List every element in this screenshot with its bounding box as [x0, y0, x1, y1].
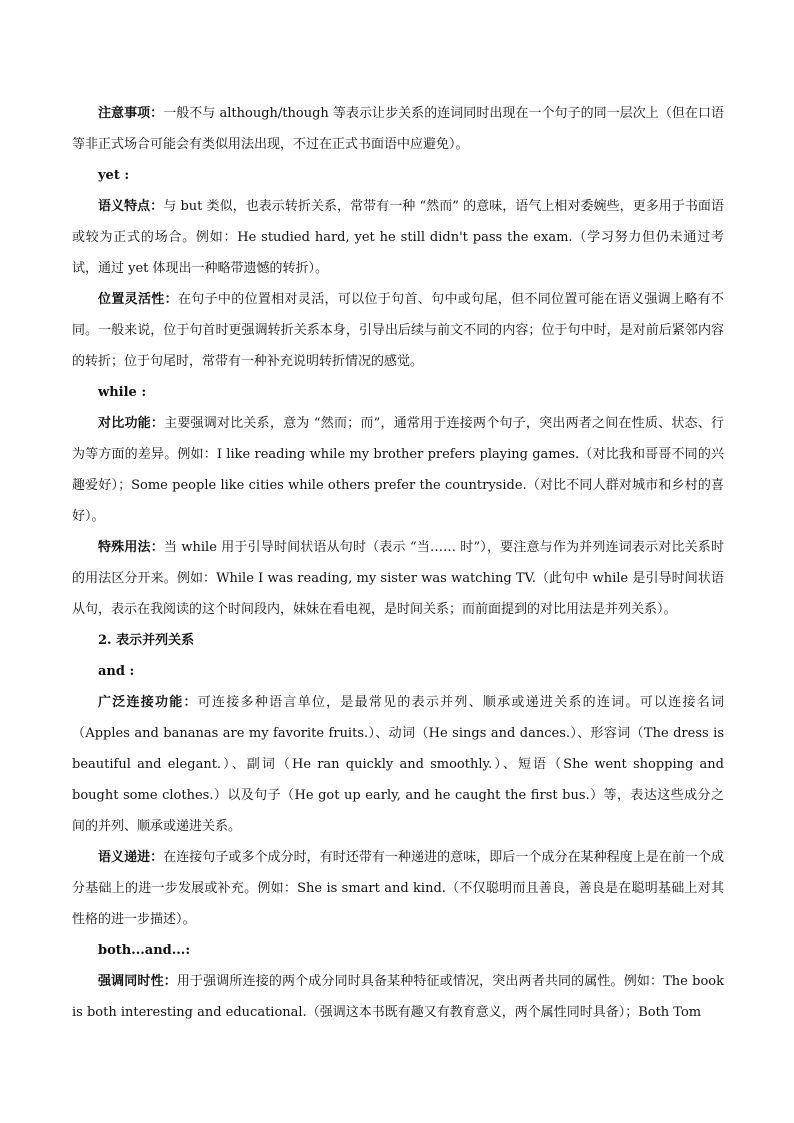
paragraph-and-progression — [72, 842, 724, 935]
paragraph-text: 在句子中的位置相对灵活，可以位于句首、句中或句尾，但不同位置可能在语义强调上略有不同。一般来说，位于句首时更强调转折关系本身，引导出后续与前文不同的内容；位于句中时，是对前后紧邻内容的转折；位于句尾时，常带有一种补充说明转折情况的感觉。 — [72, 292, 724, 369]
paragraph-both-and — [72, 966, 724, 1028]
section-heading-while: while : — [98, 385, 147, 400]
paragraph-while-contrast — [72, 408, 724, 532]
paragraph-text: 与 but 类似，也表示转折关系，常带有一种 “然而” 的意味，语气上相对委婉些，更多用于书面语或较为正式的场合。例如：He studied hard, yet he still didn't pass the exam.（学习努力但仍未通过考试，通过 yet 体现出一种略带遗憾的转折）。 — [72, 199, 724, 276]
document-page — [72, 98, 724, 1028]
section-heading-coordination: 2. 表示并列关系 — [98, 633, 195, 648]
paragraph-and-connect — [72, 687, 724, 842]
paragraph-yet-semantics — [72, 191, 724, 284]
paragraph-label: 强调同时性： — [98, 974, 177, 989]
paragraph-text: 当 while 用于引导时间状语从句时（表示 “当…… 时”），要注意与作为并列连词表示对比关系时的用法区分开来。例如：While I was reading, my sister was watching TV.（此句中 while 是引导时间状语从句，表示在我阅读的这个时间段内，妹妹在看电视，是时间关系；而前面提到的对比用法是并列关系）。 — [72, 540, 724, 617]
paragraph-label: 对比功能： — [98, 416, 165, 431]
paragraph-text: 一般不与 although/though 等表示让步关系的连词同时出现在一个句子的同一层次上（但在口语等非正式场合可能会有类似用法出现，不过在正式书面语中应避免）。 — [72, 106, 724, 152]
paragraph-label: 特殊用法： — [98, 540, 164, 555]
paragraph-note — [72, 98, 724, 160]
paragraph-yet-position — [72, 284, 724, 377]
paragraph-text: 主要强调对比关系，意为 “然而；而”，通常用于连接两个句子，突出两者之间在性质、状态、行为等方面的差异。例如：I like reading while my brother prefers playing games.（对比我和哥哥不同的兴趣爱好）；Some people like cities while others prefer the countryside.（对比不同人群对城市和乡村的喜好）。 — [72, 416, 724, 524]
paragraph-text: 用于强调所连接的两个成分同时具备某种特征或情况，突出两者共同的属性。例如：The book is both interesting and educational.（强调这本书既有趣又有教育意义，两个属性同时具备）；Both Tom — [72, 974, 724, 1020]
paragraph-text: 可连接多种语言单位，是最常见的表示并列、顺承或递进关系的连词。可以连接名词（Apples and bananas are my favorite fruits.）、动词（He sings and dances.）、形容词（The dress is beautiful and elegant.）、副词（He ran quickly and smoothly.）、短语（She went shopping and bought some clothes.）以及句子（He got up early, and he caught the first bus.）等，表达这些成分之间的并列、顺承或递进关系。 — [72, 695, 724, 834]
paragraph-while-special — [72, 532, 724, 625]
paragraph-label: 位置灵活性： — [98, 292, 178, 307]
paragraph-label: 语义特点： — [98, 199, 164, 214]
section-heading-yet: yet : — [98, 168, 130, 183]
section-heading-both-and: both...and...: — [98, 943, 191, 958]
paragraph-label: 语义递进： — [98, 850, 164, 865]
paragraph-text: 在连接句子或多个成分时，有时还带有一种递进的意味，即后一个成分在某种程度上是在前一个成分基础上的进一步发展或补充。例如：She is smart and kind.（不仅聪明而且善良，善良是在聪明基础上对其性格的进一步描述）。 — [72, 850, 724, 927]
paragraph-label: 注意事项： — [98, 106, 164, 121]
paragraph-label: 广泛连接功能： — [98, 695, 198, 710]
section-heading-and: and : — [98, 664, 135, 679]
